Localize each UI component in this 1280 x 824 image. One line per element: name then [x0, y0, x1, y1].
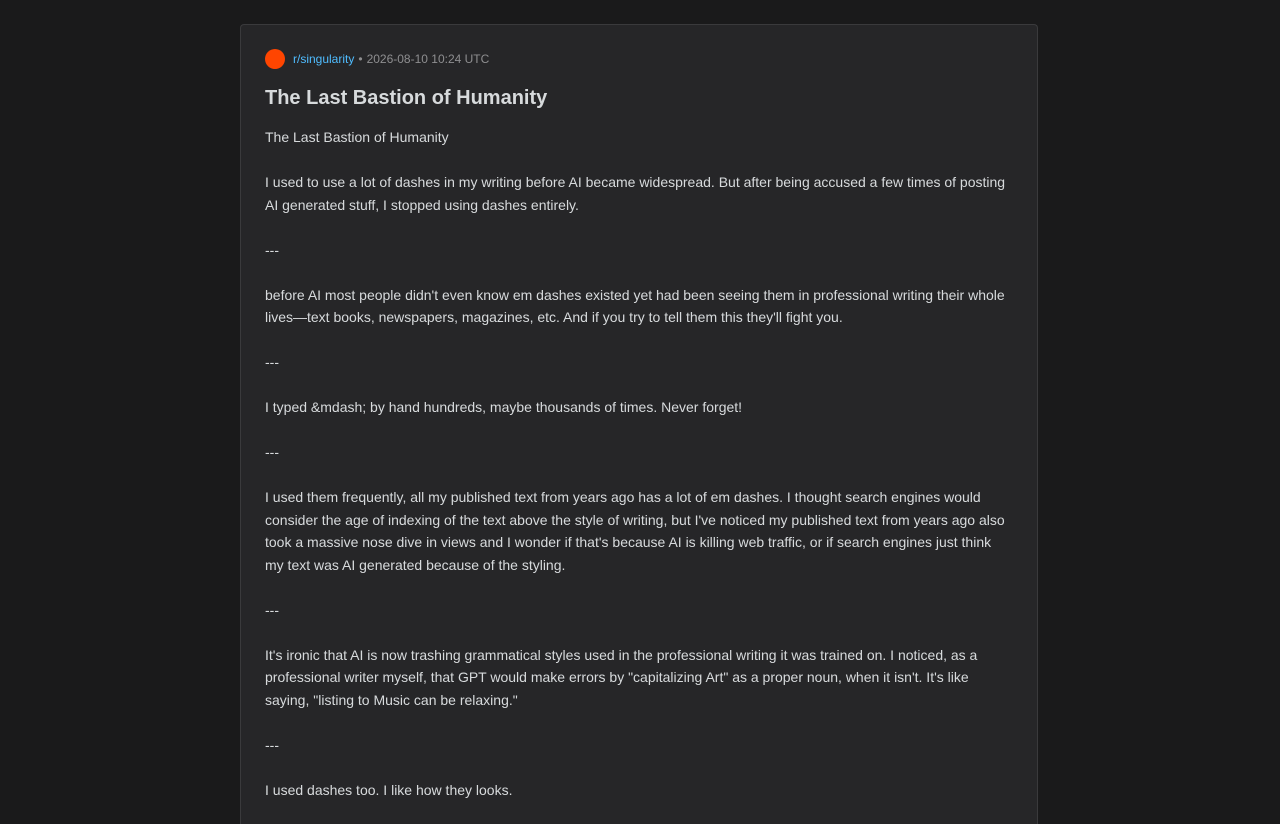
- post-timestamp: 2026-08-10 10:24 UTC: [366, 52, 490, 66]
- body-paragraph: I used to use a lot of dashes in my writing before AI became widespread. But after being accused a few times of posting AI generated stuff, I stopped using dashes entirely.: [265, 174, 1006, 213]
- body-paragraph: I used dashes too. I like how they looks.: [265, 781, 513, 798]
- body-paragraph: The Last Bastion of Humanity: [265, 129, 449, 145]
- body-divider: ---: [265, 241, 279, 258]
- body-divider: ---: [265, 601, 279, 618]
- body-divider: ---: [265, 354, 279, 370]
- post-meta: [265, 49, 1013, 69]
- body-paragraph: It's ironic that AI is now trashing grammatical styles used in the professional writing it was trained on. I noticed, as a professional writer myself, that GPT would make errors by "capitalizing Art" as a proper noun, when it isn't. It's like saying, "listing to Music can be relaxing.": [265, 646, 978, 708]
- meta-separator: •: [358, 52, 363, 66]
- body-divider: ---: [265, 444, 279, 460]
- body-divider: ---: [265, 736, 279, 753]
- post-body: [265, 126, 1013, 801]
- body-paragraph: I typed &mdash; by hand hundreds, maybe thousands of times. Never forget!: [265, 399, 743, 415]
- subreddit-link[interactable]: r/singularity: [293, 52, 355, 66]
- body-paragraph: I used them frequently, all my published text from years ago has a lot of em dashes. I thought search engines would consider the age of indexing of the text above the style of writing, but I've noticed my published text from years ago also took a massive nose dive in views and I wonder if that's because AI is killing web traffic, or if search engines just think my text was AI generated because of the styling.: [265, 489, 1005, 573]
- body-paragraph: before AI most people didn't even know em dashes existed yet had been seeing them in professional writing their whole lives—text books, newspapers, magazines, etc. And if you try to tell them this they'll fight you.: [265, 286, 1005, 325]
- subreddit-icon[interactable]: [265, 49, 285, 69]
- post-title: The Last Bastion of Humanity: [265, 87, 548, 109]
- post-card: [240, 24, 1038, 824]
